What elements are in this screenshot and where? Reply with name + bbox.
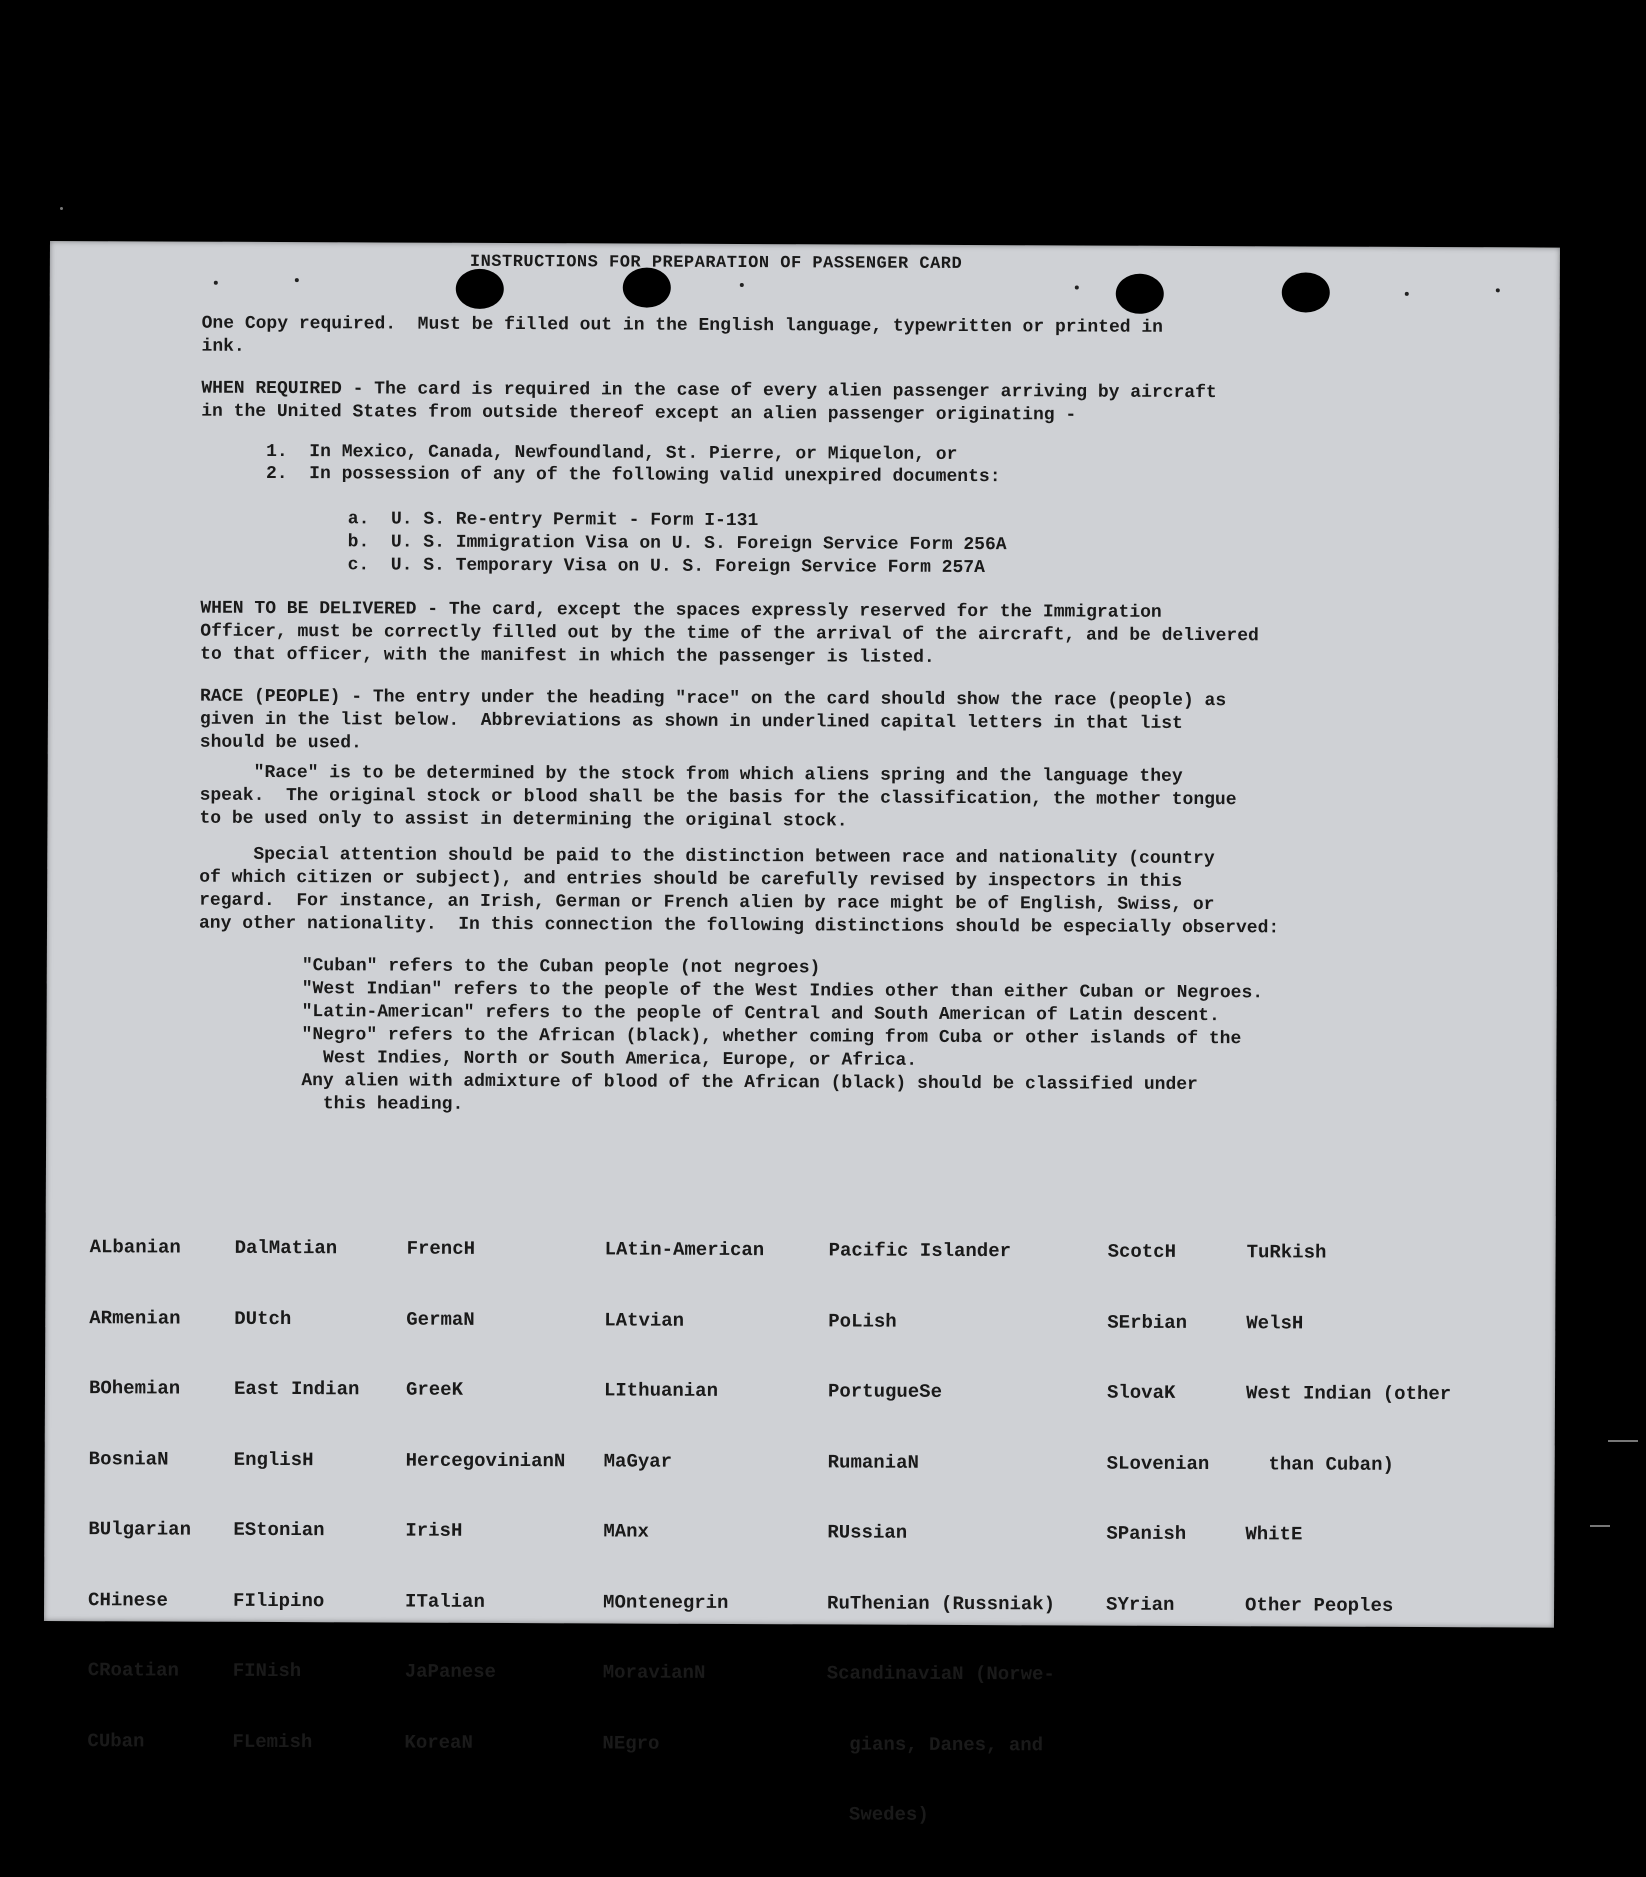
race-entry: RuThenian (Russniak)	[827, 1591, 1056, 1615]
race-entry: LAtin-American	[604, 1238, 765, 1262]
list-letter: a.	[347, 509, 370, 530]
race-entry: LAtvian	[604, 1308, 685, 1332]
text-line: "Cuban" refers to the Cuban people (not negroes)	[301, 956, 821, 979]
speck	[1496, 288, 1500, 292]
race-entry: West Indian (other	[1245, 1382, 1452, 1406]
race-entry: MoravianN	[602, 1661, 706, 1684]
text-line: Any alien with admixture of blood of the African (black) should be classified under	[301, 1071, 1198, 1096]
speck	[1075, 285, 1079, 289]
race-entry: FIlipino	[233, 1589, 325, 1612]
list-text: In possession of any of the following valid unexpired documents:	[309, 464, 1001, 488]
document-sheet	[44, 241, 1560, 1826]
race-entry: CUban	[87, 1729, 145, 1752]
punch-hole	[623, 267, 671, 307]
race-paragraph	[200, 686, 1226, 759]
punch-hole	[1116, 274, 1164, 314]
text-line: WHEN TO BE DELIVERED - The card, except the spaces expressly reserved for the Immigration	[200, 598, 1162, 623]
race-column	[1106, 1194, 1211, 1664]
list-number: 2.	[265, 463, 288, 485]
speck	[1405, 292, 1409, 296]
race-entry: SYrian	[1106, 1593, 1175, 1616]
race-entry: FLemish	[232, 1730, 313, 1753]
race-entry: than Cuban)	[1245, 1452, 1394, 1476]
race-definition-paragraph	[199, 762, 1236, 836]
race-entry: FrencH	[406, 1237, 476, 1260]
race-entry: CRoatian	[87, 1659, 180, 1682]
text-line: this heading.	[301, 1094, 464, 1115]
text-line: speak. The original stock or blood shall be the basis for the classification, the mother tongue	[199, 785, 1237, 811]
race-entry: PortugueSe	[827, 1380, 943, 1403]
race-entry: DUtch	[234, 1307, 292, 1330]
intro-paragraph	[201, 313, 1163, 363]
race-column	[602, 1191, 764, 1803]
list-number: 1.	[266, 441, 288, 463]
text-line: Special attention should be paid to the distinction between race and nationality (country	[199, 844, 1215, 870]
punch-hole	[456, 269, 504, 309]
speck	[1608, 1440, 1638, 1442]
race-entry: Swedes)	[826, 1803, 929, 1826]
list-item	[266, 463, 1001, 489]
race-entry: SPanish	[1106, 1522, 1187, 1545]
text-line: to that officer, with the manifest in which the passenger is listed.	[200, 644, 935, 668]
when-delivered-paragraph	[200, 598, 1259, 672]
punch-hole	[1282, 272, 1330, 312]
race-entry: BosniaN	[88, 1447, 169, 1471]
distinctions-list	[301, 955, 1263, 1120]
race-entry: NEgro	[602, 1731, 660, 1755]
race-entry: GreeK	[405, 1378, 464, 1401]
list-item	[348, 531, 1007, 557]
speck	[740, 283, 744, 287]
race-entry: IrisH	[405, 1519, 463, 1542]
race-entry: gians, Danes, and	[826, 1732, 1044, 1756]
race-entry: RumaniaN	[827, 1450, 919, 1474]
when-required-paragraph	[201, 378, 1217, 428]
speck	[60, 207, 63, 210]
speck	[214, 281, 218, 285]
race-entry: Other Peoples	[1245, 1593, 1394, 1617]
text-line: Officer, must be correctly filled out by the time of the arrival of the aircraft, and be delivered	[200, 621, 1259, 647]
list-text: U. S. Re-entry Permit - Form I-131	[390, 509, 759, 532]
text-line: given in the list below. Abbreviations as shown in underlined capital letters in that list	[199, 709, 1183, 734]
race-entry: LIthuanian	[603, 1379, 719, 1402]
race-entry: ITalian	[405, 1590, 485, 1613]
race-entry: EnglisH	[233, 1448, 314, 1471]
race-entry: East Indian	[233, 1377, 360, 1401]
list-letter: b.	[347, 532, 370, 553]
text-line: ink.	[201, 336, 245, 357]
race-entry: SlovaK	[1106, 1381, 1176, 1404]
text-line: any other nationality. In this connection the following distinctions should be especially observed:	[198, 913, 1280, 939]
race-column	[404, 1191, 566, 1803]
race-entry: SLovenian	[1106, 1452, 1210, 1475]
race-entry: HercegovinianN	[405, 1449, 566, 1472]
race-entry: JaPanese	[404, 1660, 497, 1683]
race-entry: PoLish	[828, 1309, 897, 1333]
race-entry: Pacific Islander	[828, 1239, 1012, 1263]
text-line: should be used.	[199, 732, 362, 754]
race-entry: BOhemian	[88, 1377, 181, 1400]
race-entry: MAnx	[603, 1520, 650, 1543]
page-title: INSTRUCTIONS FOR PREPARATION OF PASSENGER CARD	[469, 252, 963, 274]
text-line: to be used only to assist in determining the original stock.	[199, 808, 848, 832]
text-line: "Negro" refers to the African (black), whether coming from Cuba or other islands of the	[301, 1025, 1242, 1050]
race-column	[826, 1192, 1057, 1874]
text-line: One Copy required. Must be filled out in the English language, typewritten or printed in	[201, 313, 1164, 338]
text-line: "West Indian" refers to the people of the West Indies other than either Cuban or Negroes.	[301, 979, 1264, 1004]
race-entry: WelsH	[1246, 1311, 1304, 1334]
race-entry: ScotcH	[1107, 1240, 1177, 1263]
race-entry: MaGyar	[603, 1449, 673, 1473]
race-entry: EStonian	[233, 1518, 325, 1542]
list-text: In Mexico, Canada, Newfoundland, St. Pierre, or Miquelon, or	[309, 442, 958, 465]
list-text: U. S. Temporary Visa on U. S. Foreign Service Form 257A	[390, 555, 985, 579]
race-entry: FINish	[232, 1659, 302, 1683]
race-entry: DalMatian	[234, 1236, 338, 1260]
race-entry: WhitE	[1245, 1523, 1303, 1546]
race-entry: CHinese	[88, 1588, 168, 1612]
text-line: regard. For instance, an Irish, German or French alien by race might be of English, Swiss, or	[199, 890, 1215, 916]
race-entry: MOntenegrin	[603, 1590, 729, 1614]
race-entry: RUssian	[827, 1521, 908, 1544]
text-line: RACE (PEOPLE) - The entry under the heading "race" on the card should show the race (people) as	[199, 686, 1227, 712]
list-letter: c.	[347, 555, 370, 576]
race-column	[1245, 1194, 1452, 1665]
race-column	[87, 1189, 192, 1800]
race-entry: KoreaN	[404, 1731, 473, 1754]
text-line: in the United States from outside thereof except an alien passenger originating -	[201, 401, 1077, 426]
text-line: "Race" is to be determined by the stock from which aliens spring and the language they	[199, 762, 1183, 787]
race-entry: GermaN	[406, 1308, 475, 1331]
list-item	[348, 554, 985, 580]
list-text: U. S. Immigration Visa on U. S. Foreign Service Form 256A	[390, 532, 1007, 556]
speck	[295, 278, 299, 282]
race-entry: SErbian	[1107, 1311, 1188, 1334]
race-entry: BUlgarian	[88, 1518, 192, 1541]
race-entry: ALbanian	[89, 1236, 181, 1259]
list-item	[348, 508, 759, 533]
speck	[1590, 1525, 1610, 1527]
race-entry: ARmenian	[89, 1306, 181, 1330]
text-line: WHEN REQUIRED - The card is required in the case of every alien passenger arriving by aircraft	[201, 378, 1217, 404]
race-entry: TuRkish	[1246, 1241, 1327, 1264]
race-column	[232, 1190, 360, 1802]
text-line: of which citizen or subject), and entries should be carefully revised by inspectors in this	[199, 867, 1183, 892]
text-line: West Indies, North or South America, Europe, or Africa.	[301, 1048, 918, 1071]
race-entry: ScandinaviaN (Norwe-	[826, 1662, 1055, 1686]
special-attention-paragraph	[199, 844, 1280, 941]
text-line: "Latin-American" refers to the people of Central and South American of Latin descent.	[301, 1002, 1220, 1027]
